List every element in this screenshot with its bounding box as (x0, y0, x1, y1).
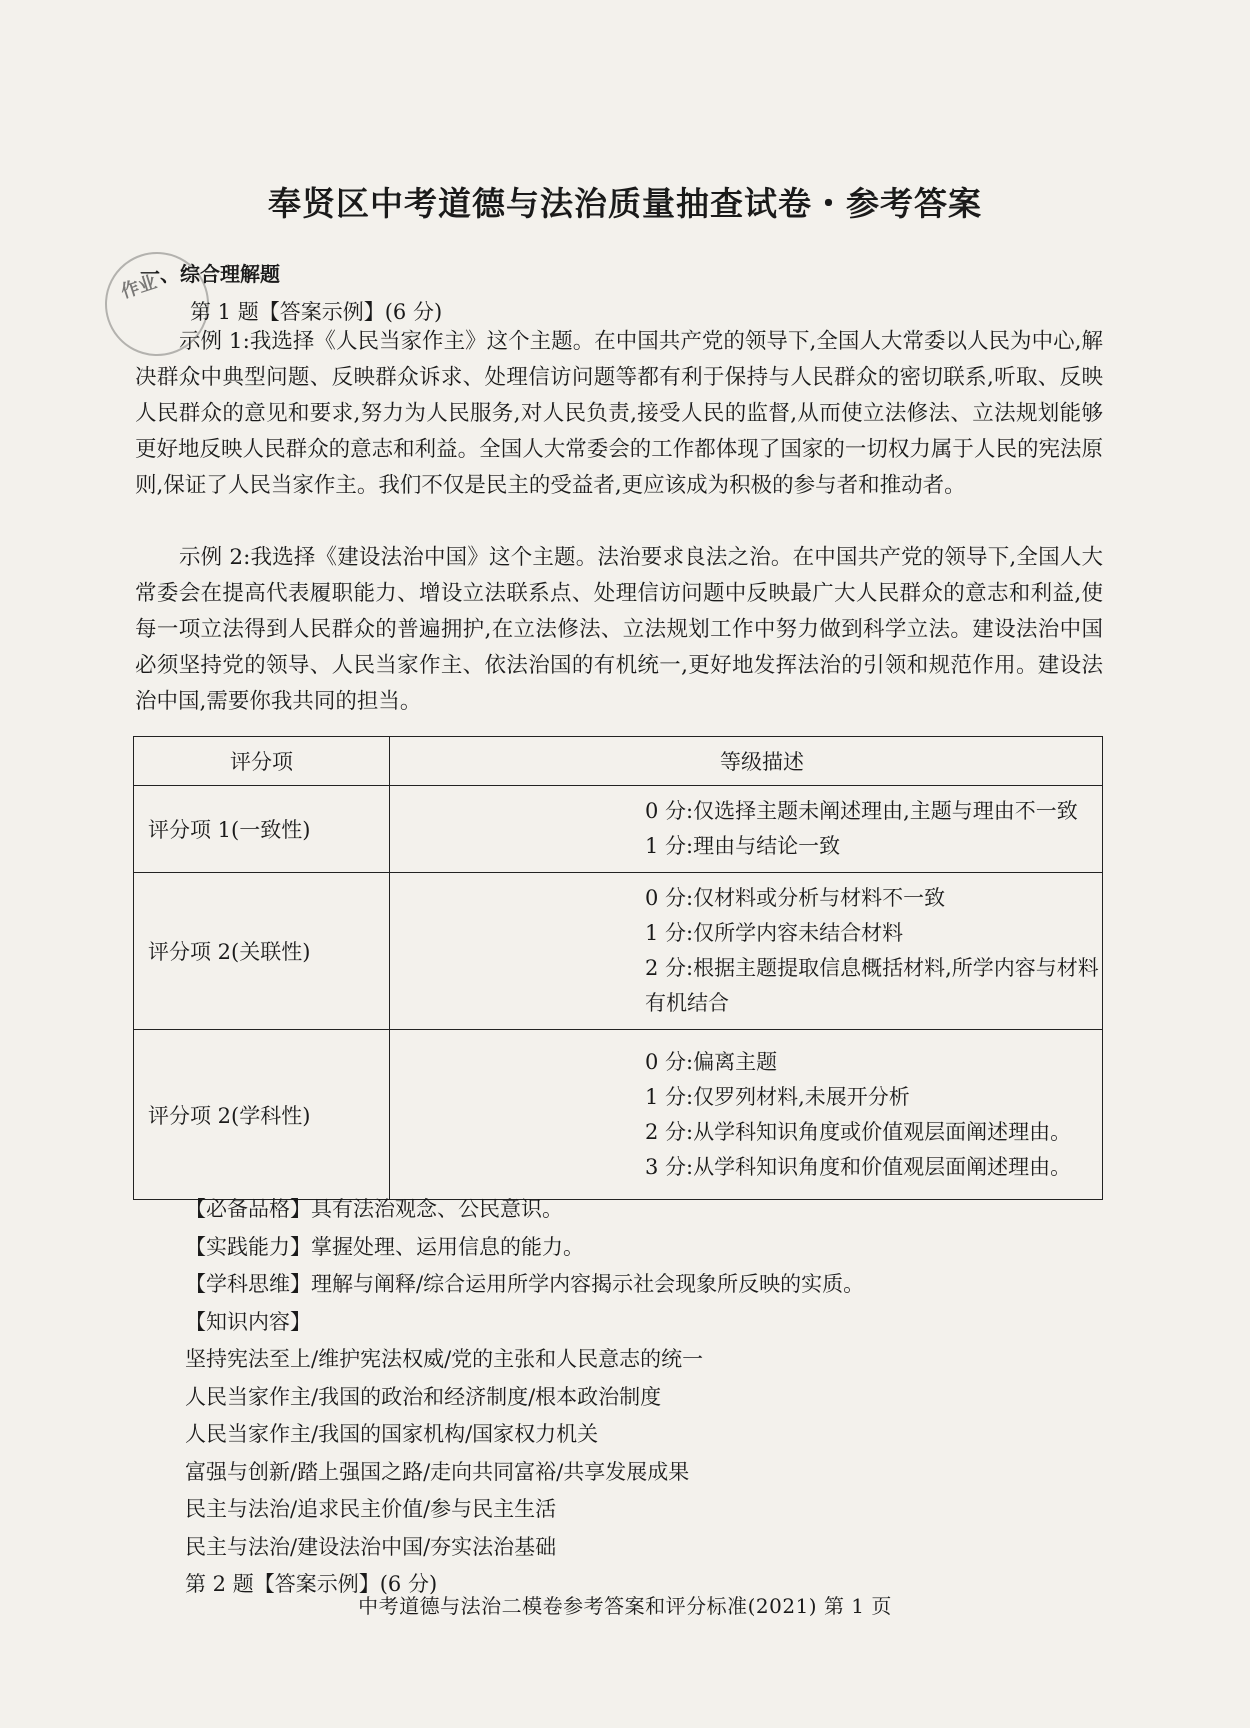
level-line: 1 分:仅所学内容未结合材料 (645, 921, 904, 945)
example-2-paragraph: 示例 2:我选择《建设法治中国》这个主题。法治要求良法之治。在中国共产党的领导下,全国人大常委会在提高代表履职能力、增设立法联系点、处理信访问题中反映最广大人民群众的意志和利益,使每一项立法得到人民群众的普遍拥护,在立法修法、立法规划工作中努力做到科学立法。建设法治中国必须坚持党的领导、人民当家作主、依法治国的有机统一,更好地发挥法治的引领和规范作用。建设法治中国,需要你我共同的担当。 (135, 545, 1103, 714)
level-line: 1 分:仅罗列材料,未展开分析 (645, 1084, 910, 1109)
section-number: 一、 (140, 262, 180, 286)
note-line: 【必备品格】具有法治观念、公民意识。 (185, 1197, 563, 1221)
question-2-heading: 第 2 题【答案示例】(6 分) (185, 1572, 438, 1596)
row-levels (390, 873, 1103, 1030)
row-item: 评分项 2(关联性) (134, 873, 390, 1030)
level-line: 2 分:从学科知识角度或价值观层面阐述理由。 (645, 1119, 1072, 1144)
note-line: 坚持宪法至上/维护宪法权威/党的主张和人民意志的统一 (185, 1347, 704, 1371)
page-footer: 中考道德与法治二模卷参考答案和评分标准(2021) 第 1 页 (358, 1594, 892, 1618)
level-line: 3 分:从学科知识角度和价值观层面阐述理由。 (645, 1154, 1072, 1179)
row-item: 评分项 2(学科性) (134, 1030, 390, 1200)
stamp-label: 作业 (118, 271, 160, 303)
page-title: 奉贤区中考道德与法治质量抽查试卷・参考答案 (268, 184, 982, 223)
section-label: 综合理解题 (180, 262, 280, 286)
level-line: 0 分:仅材料或分析与材料不一致 (645, 886, 946, 910)
header-item: 评分项 (134, 737, 390, 786)
row-levels (390, 786, 1103, 873)
note-line: 【知识内容】 (185, 1309, 311, 1334)
level-line: 2 分:根据主题提取信息概括材料,所学内容与材料有机结合 (645, 956, 1099, 1015)
note-line: 【学科思维】理解与阐释/综合运用所学内容揭示社会现象所反映的实质。 (185, 1272, 865, 1296)
table-row (134, 873, 1103, 1030)
table-row (134, 1030, 1103, 1200)
question-1-heading: 第 1 题【答案示例】(6 分) (190, 300, 443, 324)
note-line: 人民当家作主/我国的政治和经济制度/根本政治制度 (185, 1384, 662, 1409)
row-item: 评分项 1(一致性) (134, 786, 390, 873)
note-line: 富强与创新/踏上强国之路/走向共同富裕/共享发展成果 (185, 1459, 690, 1484)
note-line: 【实践能力】掌握处理、运用信息的能力。 (185, 1234, 584, 1259)
note-line: 民主与法治/追求民主价值/参与民主生活 (185, 1497, 557, 1521)
row-levels (390, 1030, 1103, 1200)
header-level: 等级描述 (390, 737, 1103, 786)
note-line: 民主与法治/建设法治中国/夯实法治基础 (185, 1534, 557, 1559)
table-header-row (134, 737, 1103, 786)
level-line: 1 分:理由与结论一致 (645, 834, 841, 858)
level-line: 0 分:仅选择主题未阐述理由,主题与理由不一致 (645, 799, 1078, 823)
level-line: 0 分:偏离主题 (645, 1049, 778, 1074)
scoring-table (133, 736, 1103, 1200)
example-1-paragraph: 示例 1:我选择《人民当家作主》这个主题。在中国共产党的领导下,全国人大常委以人民为中心,解决群众中典型问题、反映群众诉求、处理信访问题等都有利于保持与人民群众的密切联系,听取、反映人民群众的意见和要求,努力为人民服务,对人民负责,接受人民的监督,从而使立法修法、立法规划能够更好地反映人民群众的意志和利益。全国人大常委会的工作都体现了国家的一切权力属于人民的宪法原则,保证了人民当家作主。我们不仅是民主的受益者,更应该成为积极的参与者和推动者。 (135, 329, 1103, 498)
note-line: 人民当家作主/我国的国家机构/国家权力机关 (185, 1422, 599, 1446)
table-row (134, 786, 1103, 873)
section-heading (140, 258, 280, 287)
notes-block (185, 1191, 864, 1604)
